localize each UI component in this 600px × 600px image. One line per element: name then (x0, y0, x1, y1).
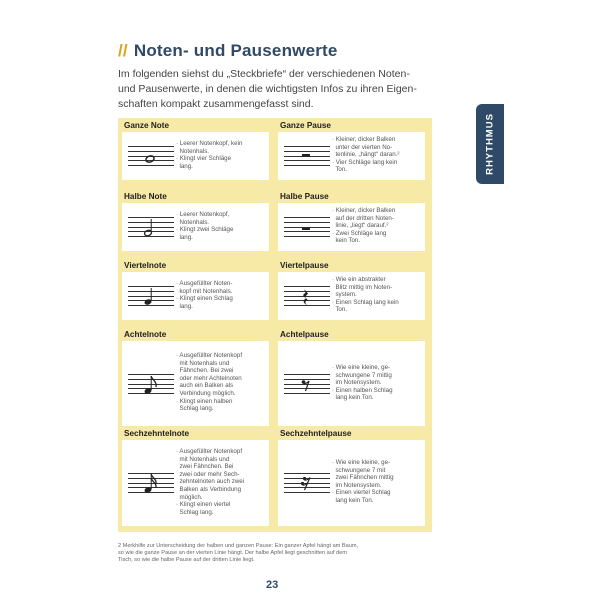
card-sechzehntelnote (122, 440, 269, 526)
card-achtelnote (122, 341, 269, 426)
card-description-line: · Klingt zwei Schläge (176, 226, 234, 234)
card-description (332, 459, 423, 505)
footnote-line: 2 Merkhilfe zur Unterscheidung der halben und ganzen Pause: Ein ganzer Apfel hängt am Baum, (118, 543, 359, 549)
card-description-line: · Klingt einen viertel (176, 501, 231, 509)
card-title-achtelpause: Achtelpause (280, 330, 329, 339)
page-number: 23 (266, 579, 279, 591)
card-description-line: · Leerer Notenkopf, (176, 211, 230, 218)
card-ganze-note (122, 132, 269, 180)
card-description (176, 352, 267, 413)
card-description-line: linie, „liegt“ darauf.² (332, 222, 389, 230)
card-description (176, 211, 267, 241)
card-description-line: Balken als Verbindung (176, 485, 242, 493)
card-description-line: kopf mit Notenhals. (176, 287, 233, 295)
card-description-line: Blitz mittig im Noten- (332, 283, 393, 291)
card-description-line: mit Notenhals und (176, 359, 230, 367)
card-description-line: · Einen Schlag lang kein (332, 298, 399, 306)
card-description-line: lang. (176, 162, 193, 170)
card-description-line: oder mehr Achtelnoten (176, 374, 242, 382)
intro-line: und Pausenwerte, in denen die wichtigsten Infos zu ihren Eigen- (118, 83, 417, 95)
intro-line: Im folgenden siehst du „Steckbriefe“ der verschiedenen Noten- (118, 68, 410, 80)
card-title-viertelnote: Viertelnote (124, 261, 167, 270)
music-staff (128, 374, 174, 394)
card-description-line: Ton. (332, 306, 348, 314)
card-description-line: · Ausgefüllter Noten- (176, 280, 233, 287)
card-description-line: · Einen viertel Schlag (332, 489, 391, 497)
card-description-line: zwei Fähnchen mittig (332, 474, 394, 482)
card-description-line: Fähnchen. Bei zwei (176, 367, 234, 375)
card-description-line: · Vier Schläge lang kein (332, 158, 398, 166)
card-description-line: zwei oder mehr Sech- (176, 470, 240, 478)
card-description-line: lang. (176, 233, 193, 241)
music-staff (284, 286, 330, 306)
music-staff (284, 217, 330, 237)
card-description-line: · Ausgefüllter Notenkopf (176, 352, 243, 359)
card-title-halbe-pause: Halbe Pause (280, 192, 329, 201)
card-description-line: Notenhals. (176, 218, 210, 226)
card-description-line: lang kein Ton. (332, 394, 374, 402)
card-description (332, 207, 423, 245)
music-staff (128, 473, 174, 493)
title-text: Noten- und Pausenwerte (133, 41, 338, 60)
card-description-line: Schlag lang. (176, 508, 214, 516)
card-description-line: lang kein Ton. (332, 496, 374, 504)
music-staff (128, 286, 174, 306)
eighth-note-icon (128, 373, 174, 395)
card-description-line: · Wie eine kleine, ge- (332, 364, 391, 371)
card-description-line: · Klingt einen Schlag (176, 295, 233, 303)
music-staff (128, 146, 174, 166)
card-description-line: Schlag lang. (176, 405, 214, 413)
card-description-line: auf der dritten Noten- (332, 214, 394, 222)
half-rest-icon (284, 216, 330, 238)
card-description-line: · Ausgefüllter Notenkopf (176, 448, 243, 455)
card-description (176, 280, 267, 310)
card-description-line: Verbindung möglich. (176, 389, 236, 397)
card-description-line: system. (332, 291, 357, 299)
music-staff (284, 146, 330, 166)
card-description-line: · Einen halben Schlag (332, 386, 393, 394)
half-note-icon (128, 216, 174, 238)
card-halbe-pause (278, 203, 425, 251)
card-description-line: · Wie ein abstrakter (332, 276, 386, 283)
card-description-line: tenlinie, „hängt“ daran.² (332, 151, 400, 159)
music-staff (284, 374, 330, 394)
card-description-line: auch ein Balken als (176, 382, 234, 390)
whole-rest-icon (284, 145, 330, 167)
card-title-viertelpause: Viertelpause (280, 261, 329, 270)
card-description-line: im Notensystem. (332, 481, 382, 489)
card-description-line: · Kleiner, dicker Balken (332, 207, 396, 214)
card-description-line: im Notensystem. (332, 379, 382, 387)
chapter-side-tab-label: RHYTHMUS (484, 113, 496, 175)
card-description-line: · Leerer Notenkopf, kein (176, 140, 243, 147)
quarter-note-icon (128, 285, 174, 307)
page-title (118, 41, 338, 61)
whole-note-icon (128, 145, 174, 167)
music-staff (284, 473, 330, 493)
sixteenth-note-icon (128, 472, 174, 494)
card-description-line: Ton. (332, 166, 348, 174)
card-viertelnote (122, 272, 269, 320)
card-description-line: · Wie eine kleine, ge- (332, 459, 391, 466)
card-description-line: · Klingt einen halben (176, 397, 233, 405)
card-description (176, 140, 267, 170)
card-description (332, 136, 423, 174)
card-description-line: kein Ton. (332, 237, 361, 245)
card-title-achtelnote: Achtelnote (124, 330, 167, 339)
card-description (332, 276, 423, 314)
card-description (332, 364, 423, 402)
card-sechzehntelpause (278, 440, 425, 526)
footnote-line: Tisch, so wie die halbe Pause auf der dritten Linie liegt. (118, 557, 255, 564)
footnote-line: so wie die ganze Pause an der vierten Linie hängt. Der halbe Apfel liegt geschnitten auf dem (118, 550, 347, 557)
chapter-side-tab (476, 104, 504, 184)
card-title-sechzehntelnote: Sechzehntelnote (124, 429, 190, 438)
card-description-line: mit Notenhals und (176, 455, 230, 463)
card-description-line: Notenhals. (176, 147, 210, 155)
card-ganze-pause (278, 132, 425, 180)
card-description-line: möglich. (176, 493, 203, 501)
card-description-line: unter der vierten No- (332, 143, 393, 151)
card-description-line: lang. (176, 302, 193, 310)
note-value-grid (118, 118, 432, 532)
card-description-line: schwungene 7 mittig (332, 371, 392, 379)
eighth-rest-icon (284, 373, 330, 395)
card-description-line: · Klingt vier Schläge (176, 155, 232, 163)
card-description (176, 448, 267, 516)
card-title-sechzehntelpause: Sechzehntelpause (280, 429, 352, 438)
card-description-line: zwei Fähnchen. Bei (176, 463, 234, 471)
card-halbe-note (122, 203, 269, 251)
card-title-halbe-note: Halbe Note (124, 192, 167, 201)
intro-paragraph (118, 67, 428, 112)
intro-line: schaften kompakt zusammengefasst sind. (118, 98, 314, 110)
music-staff (128, 217, 174, 237)
card-title-ganze-pause: Ganze Pause (280, 121, 331, 130)
quarter-rest-icon (284, 285, 330, 307)
card-achtelpause (278, 341, 425, 426)
title-slashes: // (118, 41, 128, 60)
sixteenth-rest-icon (284, 472, 330, 494)
card-description-line: · Kleiner, dicker Balken (332, 136, 396, 143)
card-description-line: · Zwei Schläge lang (332, 229, 387, 237)
footnote (118, 543, 424, 565)
card-title-ganze-note: Ganze Note (124, 121, 170, 130)
card-description-line: schwungene 7 mit (332, 466, 386, 474)
card-viertelpause (278, 272, 425, 320)
card-description-line: zehntelnoten auch zwei (176, 478, 245, 486)
